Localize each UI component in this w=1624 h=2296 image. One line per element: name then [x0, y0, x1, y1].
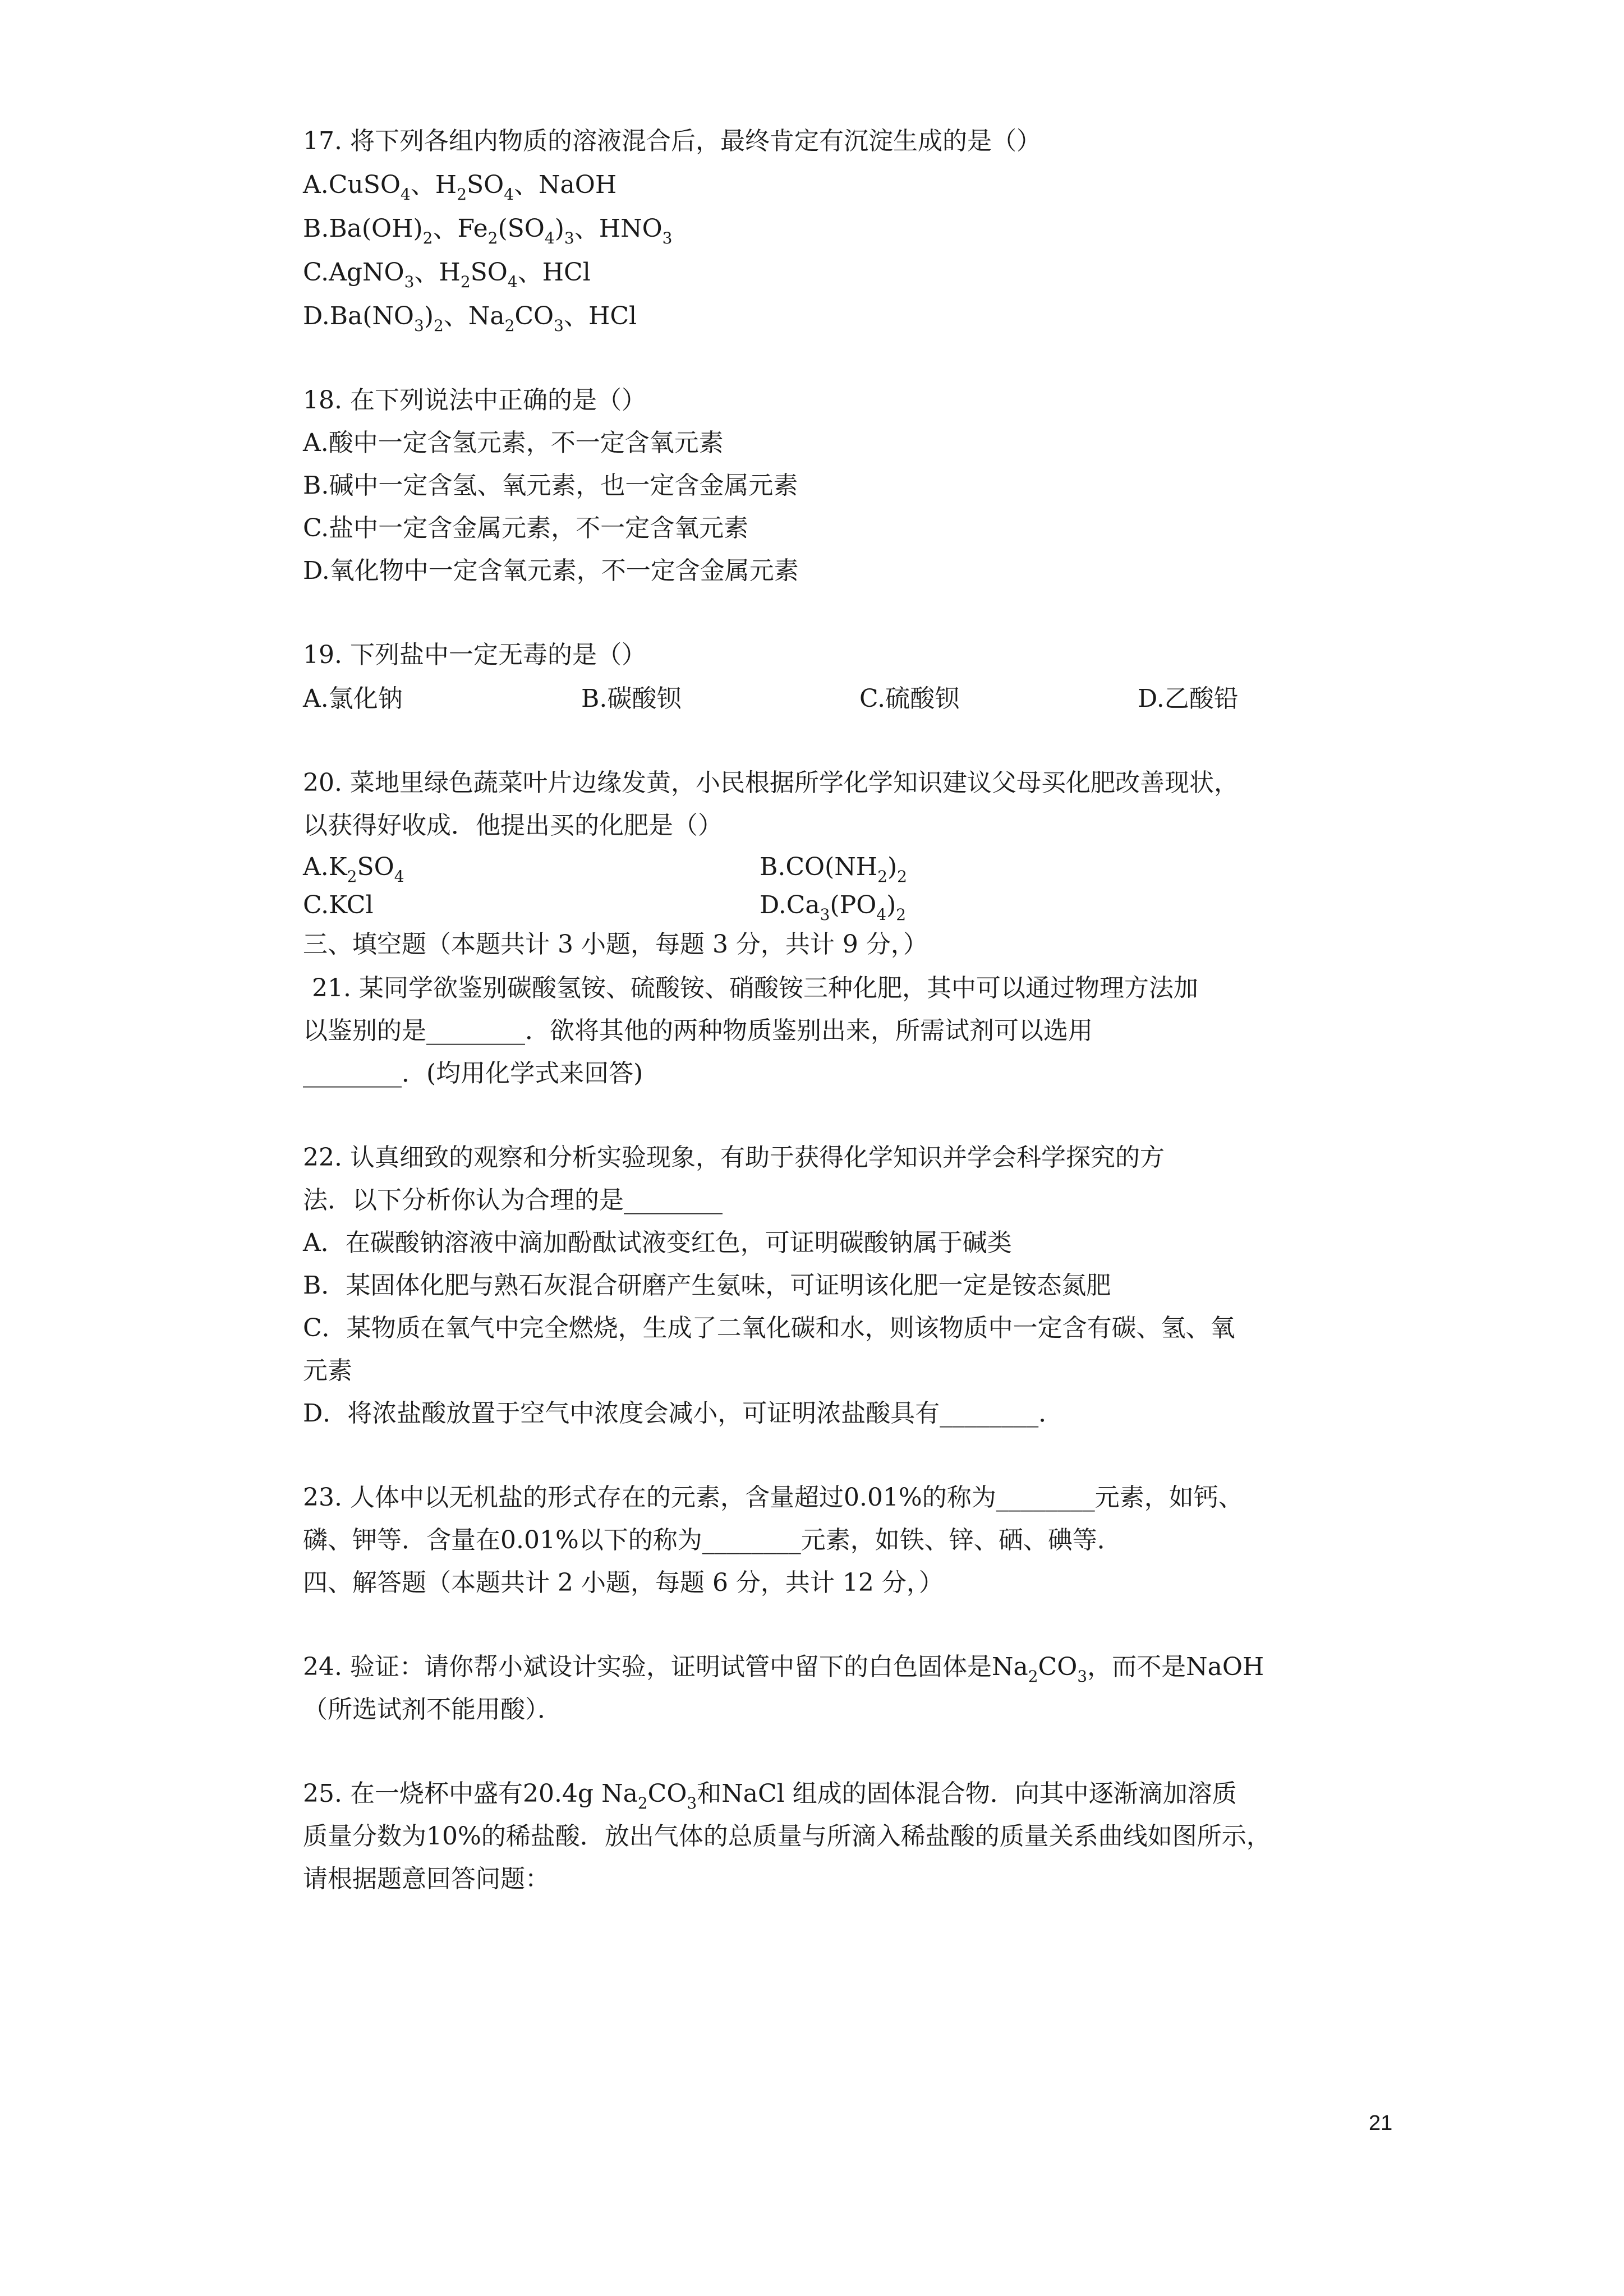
q24-line2: （所选试剂不能用酸）． — [303, 1695, 562, 1724]
q20-option-b: $B.CO(NH_2)_2$ — [760, 853, 907, 886]
q17-option-a: A.CuSO$_4$、$H_2SO_4$、NaOH — [303, 171, 617, 204]
q17-option-d: $D.Ba(NO_3)_2$、$Na_2CO_3$、HCl — [303, 302, 637, 335]
q20-stem-line1: 20. 菜地里绿色蔬菜叶片边缘发黄，小民根据所学化学知识建议父母买化肥改善现状， — [303, 769, 1239, 797]
q19-option-b: B.碳酸钡 — [581, 684, 682, 713]
q19-option-a: A.氯化钠 — [303, 684, 403, 713]
q19-stem: 19. 下列盐中一定无毒的是（） — [303, 641, 646, 669]
q22-option-c-line1: C．某物质在氧气中完全燃烧，生成了二氧化碳和水，则该物质中一定含有碳、氢、氧 — [303, 1314, 1235, 1342]
q17-stem: 17. 将下列各组内物质的溶液混合后，最终肯定有沉淀生成的是（） — [303, 127, 1041, 155]
q21-line1: 21. 某同学欲鉴别碳酸氢铵、硫酸铵、硝酸铵三种化肥，其中可以通过物理方法加 — [312, 974, 1198, 1002]
q19-option-c: C.硫酸钡 — [859, 684, 960, 713]
q18-stem: 18. 在下列说法中正确的是（） — [303, 386, 646, 415]
q20-option-a: $A.K_2SO_4$ — [303, 853, 404, 886]
q23-line2: 磷、钾等．含量在0.01%以下的称为________元素，如铁、锌、硒、碘等． — [303, 1526, 1122, 1554]
q25-line1: 25. 在一烧杯中盛有20.4g $Na_2CO_3$和NaCl 组成的固体混合物．向其中逐渐滴加溶质 — [303, 1779, 1237, 1812]
section-4-heading: 四、解答题（本题共计 2 小题，每题 6 分，共计 12 分，） — [303, 1568, 944, 1597]
section-3-heading: 三、填空题（本题共计 3 小题，每题 3 分，共计 9 分，） — [303, 930, 928, 959]
page-number: 21 — [1369, 2111, 1393, 2135]
q22-option-b: B．某固体化肥与熟石灰混合研磨产生氨味，可证明该化肥一定是铵态氮肥 — [303, 1271, 1111, 1300]
q18-option-c: C.盐中一定含金属元素，不一定含氧元素 — [303, 514, 749, 542]
q18-option-a: A.酸中一定含氢元素，不一定含氧元素 — [303, 429, 724, 457]
q21-line3: ________．(均用化学式来回答) — [303, 1059, 643, 1088]
q20-option-d: $D.Ca_3(PO_4)_2$ — [760, 891, 907, 924]
q24-line1: 24. 验证：请你帮小斌设计实验，证明试管中留下的白色固体是$Na_2CO_3$，而不是NaOH — [303, 1653, 1264, 1686]
q22-option-a: A．在碳酸钠溶液中滴加酚酞试液变红色，可证明碳酸钠属于碱类 — [303, 1228, 1012, 1257]
q18-option-b: B.碱中一定含氢、氧元素，也一定含金属元素 — [303, 471, 798, 500]
q17-option-b: $B.Ba(OH)_2$、$Fe_2(SO_4)_3$、$HNO_3$ — [303, 214, 673, 247]
q20-option-c: C.KCl — [303, 891, 374, 919]
q22-option-c-line2: 元素 — [303, 1356, 352, 1385]
q25-line2: 质量分数为10%的稀盐酸．放出气体的总质量与所滴入稀盐酸的质量关系曲线如图所示， — [303, 1822, 1271, 1851]
q20-stem-line2: 以获得好收成．他提出买的化肥是（） — [303, 811, 723, 840]
q22-line1: 22. 认真细致的观察和分析实验现象，有助于获得化学知识并学会科学探究的方 — [303, 1143, 1165, 1172]
q23-line1: 23. 人体中以无机盐的形式存在的元素，含量超过0.01%的称为________元素，如钙、 — [303, 1483, 1243, 1512]
q19-option-d: D.乙酸铅 — [1138, 684, 1239, 713]
q17-option-c: C.AgNO$_3$、$H_2SO_4$、HCl — [303, 258, 591, 291]
q25-line3: 请根据题意回答问题： — [303, 1865, 550, 1893]
q21-line2: 以鉴别的是________．欲将其他的两种物质鉴别出来，所需试剂可以选用 — [303, 1016, 1093, 1045]
q22-line2: 法．以下分析你认为合理的是________ — [303, 1186, 723, 1214]
q22-option-d: D．将浓盐酸放置于空气中浓度会减小，可证明浓盐酸具有________． — [303, 1399, 1064, 1428]
q18-option-d: D.氧化物中一定含氧元素，不一定含金属元素 — [303, 556, 799, 585]
